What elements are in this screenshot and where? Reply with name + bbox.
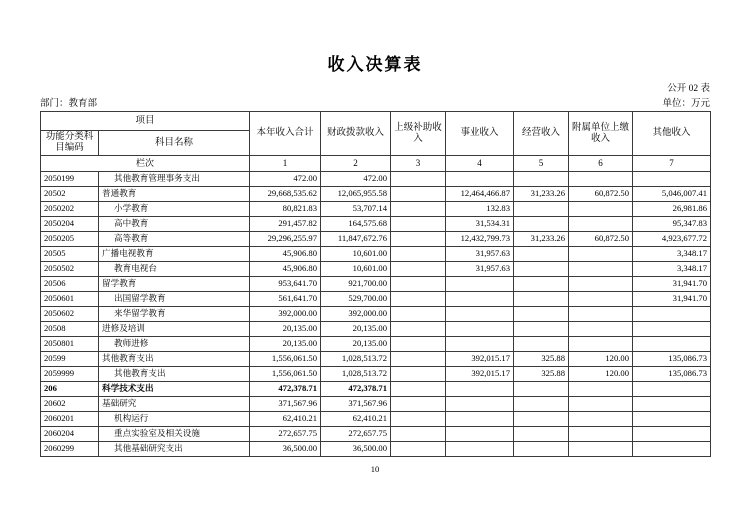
table-row [41,187,711,202]
row-function-code: 2059999 [41,367,99,382]
row-value [514,442,569,457]
row-value [633,427,711,442]
row-value [391,292,446,307]
table-row [41,367,711,382]
form-number-label: 公开 02 表 [667,84,710,94]
row-subject-name: 来华留学教育 [99,307,250,322]
table-header [41,112,711,172]
header-colnum-2: 2 [321,156,391,172]
row-value: 31,941.70 [633,277,711,292]
row-value [391,337,446,352]
row-value: 164,575.68 [321,217,391,232]
row-value: 4,923,677.72 [633,232,711,247]
row-value: 371,567.96 [321,397,391,412]
row-value [514,427,569,442]
row-subject-name: 进修及培训 [99,322,250,337]
row-subject-name: 出国留学教育 [99,292,250,307]
row-subject-name: 高等教育 [99,232,250,247]
table-body [41,172,711,457]
row-value [514,217,569,232]
row-value: 921,700.00 [321,277,391,292]
row-subject-name: 广播电视教育 [99,247,250,262]
row-value [633,397,711,412]
row-value [514,247,569,262]
header-colnum-1: 1 [250,156,321,172]
row-value: 472,378.71 [321,382,391,397]
row-value: 10,601.00 [321,247,391,262]
row-value: 472.00 [321,172,391,187]
table-row [41,397,711,412]
row-value: 20,135.00 [321,322,391,337]
row-value: 60,872.50 [569,187,633,202]
row-subject-name: 其他基础研究支出 [99,442,250,457]
row-value [391,172,446,187]
row-value: 272,657.75 [321,427,391,442]
row-value [446,292,514,307]
row-value [446,337,514,352]
row-value: 392,015.17 [446,352,514,367]
row-function-code: 2050204 [41,217,99,232]
row-value: 561,641.70 [250,292,321,307]
row-value [569,427,633,442]
row-value: 12,065,955.58 [321,187,391,202]
table-row [41,442,711,457]
row-value [446,172,514,187]
row-value: 53,707.14 [321,202,391,217]
row-value [446,412,514,427]
row-value: 11,847,672.76 [321,232,391,247]
row-value [391,307,446,322]
page-title: 收入决算表 [327,55,423,74]
header-lanci: 栏次 [41,156,250,172]
table-row [41,172,711,187]
department-label: 部门：教育部 [40,99,98,109]
row-value [569,172,633,187]
row-value [446,322,514,337]
table-row [41,232,711,247]
row-function-code: 2050205 [41,232,99,247]
row-value [569,382,633,397]
row-function-code: 20502 [41,187,99,202]
header-colnum-3: 3 [391,156,446,172]
row-value: 1,556,061.50 [250,352,321,367]
row-value [514,397,569,412]
row-value: 29,296,255.97 [250,232,321,247]
row-value [514,307,569,322]
row-value: 472,378.71 [250,382,321,397]
header-colnum-4: 4 [446,156,514,172]
row-function-code: 2050601 [41,292,99,307]
row-value: 31,233.26 [514,232,569,247]
row-value [514,412,569,427]
row-value [446,427,514,442]
row-value: 80,821.83 [250,202,321,217]
row-function-code: 2060299 [41,442,99,457]
row-function-code: 20602 [41,397,99,412]
row-value [514,337,569,352]
row-value: 1,556,061.50 [250,367,321,382]
revenue-table [40,111,711,457]
row-value: 95,347.83 [633,217,711,232]
row-value: 371,567.96 [250,397,321,412]
row-value [391,187,446,202]
row-value [514,202,569,217]
row-subject-name: 其他教育支出 [99,367,250,382]
row-value [569,307,633,322]
row-function-code: 2050801 [41,337,99,352]
row-function-code: 20506 [41,277,99,292]
row-value: 392,000.00 [321,307,391,322]
page-number: 10 [370,464,380,474]
header-col-total-income: 本年收入合计 [250,112,321,156]
row-value [514,262,569,277]
table-row [41,307,711,322]
header-col-superior-subsidy: 上级补助收入 [391,112,446,156]
row-function-code: 2050199 [41,172,99,187]
row-subject-name: 高中教育 [99,217,250,232]
row-value [446,442,514,457]
row-value [633,322,711,337]
row-value [446,382,514,397]
row-value [569,247,633,262]
row-value [569,277,633,292]
row-value: 45,906.80 [250,262,321,277]
row-subject-name: 教育电视台 [99,262,250,277]
header-col-fiscal-appropriation: 财政拨款收入 [321,112,391,156]
row-value: 392,000.00 [250,307,321,322]
row-value [391,262,446,277]
row-value: 953,641.70 [250,277,321,292]
header-subject-name: 科目名称 [99,131,250,156]
row-value [633,382,711,397]
row-value [391,277,446,292]
row-value [569,292,633,307]
row-value: 3,348.17 [633,247,711,262]
row-value [569,412,633,427]
row-value: 26,981.86 [633,202,711,217]
row-value: 1,028,513.72 [321,367,391,382]
row-function-code: 2050502 [41,262,99,277]
row-value [391,397,446,412]
header-colnum-7: 7 [633,156,711,172]
row-function-code: 206 [41,382,99,397]
row-value: 120.00 [569,352,633,367]
row-function-code: 20508 [41,322,99,337]
row-value: 529,700.00 [321,292,391,307]
row-value: 31,957.63 [446,247,514,262]
table-row [41,217,711,232]
row-value: 31,957.63 [446,262,514,277]
table-row [41,247,711,262]
header-col-subordinate-remittance: 附属单位上缴收入 [569,112,633,156]
row-value [391,427,446,442]
row-value: 132.83 [446,202,514,217]
row-subject-name: 普通教育 [99,187,250,202]
row-function-code: 2050602 [41,307,99,322]
row-value: 472.00 [250,172,321,187]
row-value [391,322,446,337]
row-value [633,412,711,427]
row-value [446,397,514,412]
row-value [446,277,514,292]
row-value [569,217,633,232]
row-value: 31,233.26 [514,187,569,202]
row-subject-name: 小学教育 [99,202,250,217]
row-value [391,382,446,397]
row-value [391,412,446,427]
row-subject-name: 重点实验室及相关设施 [99,427,250,442]
unit-label: 单位：万元 [662,99,710,109]
row-value: 272,657.75 [250,427,321,442]
table-row [41,202,711,217]
row-value [514,382,569,397]
row-value: 120.00 [569,367,633,382]
row-function-code: 2060201 [41,412,99,427]
row-value [633,442,711,457]
row-value: 36,500.00 [250,442,321,457]
row-subject-name: 留学教育 [99,277,250,292]
row-value: 62,410.21 [321,412,391,427]
row-value [391,217,446,232]
row-value [514,172,569,187]
row-value [514,277,569,292]
row-value: 20,135.00 [250,337,321,352]
table-row [41,352,711,367]
row-value: 325.88 [514,352,569,367]
row-value: 135,086.73 [633,352,711,367]
meta-row [40,95,710,109]
header-function-code: 功能分类科目编码 [41,131,99,156]
row-value: 12,432,799.73 [446,232,514,247]
row-value [569,442,633,457]
row-value [569,337,633,352]
row-value: 60,872.50 [569,232,633,247]
row-value: 5,046,007.41 [633,187,711,202]
row-value [569,322,633,337]
header-col-business-income: 事业收入 [446,112,514,156]
row-value: 3,348.17 [633,262,711,277]
table-row [41,292,711,307]
row-subject-name: 科学技术支出 [99,382,250,397]
row-value [391,352,446,367]
row-value [446,307,514,322]
row-value [391,367,446,382]
row-subject-name: 教师进修 [99,337,250,352]
row-value: 45,906.80 [250,247,321,262]
row-value: 62,410.21 [250,412,321,427]
table-row [41,262,711,277]
table-row [41,322,711,337]
row-value [391,202,446,217]
row-subject-name: 基础研究 [99,397,250,412]
header-colnum-6: 6 [569,156,633,172]
table-row [41,427,711,442]
row-value [633,337,711,352]
row-value [514,322,569,337]
row-value: 31,941.70 [633,292,711,307]
row-value: 36,500.00 [321,442,391,457]
row-value: 31,534.31 [446,217,514,232]
row-value: 20,135.00 [321,337,391,352]
row-value [633,172,711,187]
row-value [569,202,633,217]
row-value: 135,086.73 [633,367,711,382]
row-value [391,232,446,247]
table-row [41,412,711,427]
row-value: 10,601.00 [321,262,391,277]
row-value [633,307,711,322]
row-subject-name: 其他教育支出 [99,352,250,367]
row-subject-name: 其他教育管理事务支出 [99,172,250,187]
row-value: 20,135.00 [250,322,321,337]
row-value: 1,028,513.72 [321,352,391,367]
row-value [569,397,633,412]
table-row [41,337,711,352]
row-value: 325.88 [514,367,569,382]
row-function-code: 2060204 [41,427,99,442]
row-value: 392,015.17 [446,367,514,382]
row-value [391,247,446,262]
row-subject-name: 机构运行 [99,412,250,427]
row-function-code: 2050202 [41,202,99,217]
table-row [41,382,711,397]
header-col-other-income: 其他收入 [633,112,711,156]
row-value: 29,668,535.62 [250,187,321,202]
header-col-operating-income: 经营收入 [514,112,569,156]
row-function-code: 20505 [41,247,99,262]
row-value: 291,457.82 [250,217,321,232]
table-row [41,277,711,292]
row-function-code: 20599 [41,352,99,367]
row-value [514,292,569,307]
header-project: 项目 [41,112,250,131]
row-value: 12,464,466.87 [446,187,514,202]
header-colnum-5: 5 [514,156,569,172]
row-value [569,262,633,277]
row-value [391,442,446,457]
